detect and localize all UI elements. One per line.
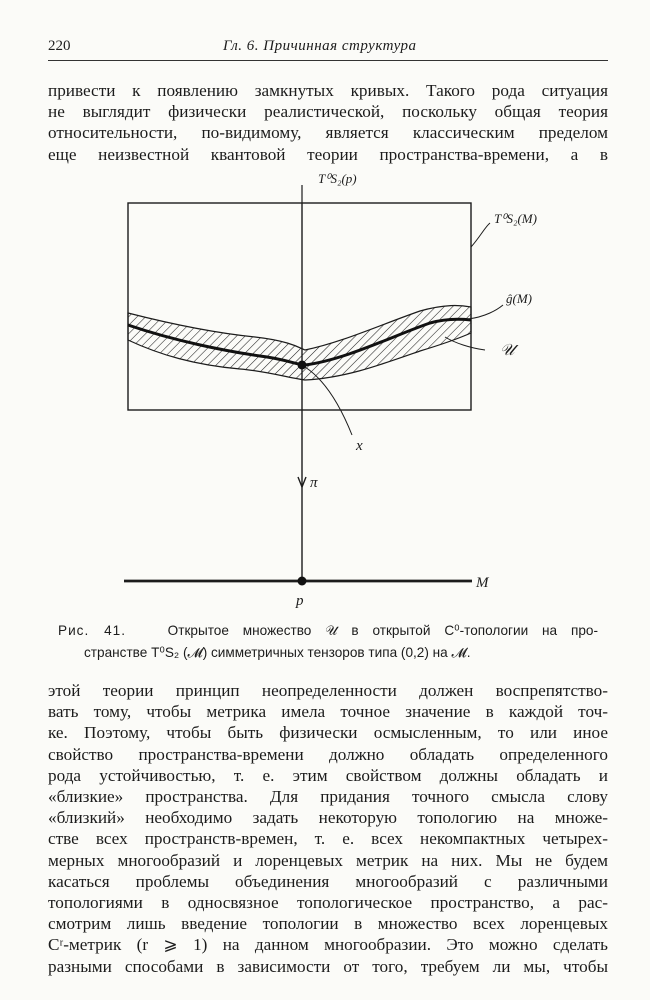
text-line: не выглядит физически реалистической, поскольку общая теория (48, 102, 608, 122)
text-line: смотрим лишь введение топологии в множество всех лоренцевых (48, 914, 608, 934)
point-p (298, 577, 307, 586)
running-title: Гл. 6. Причинная структура (223, 38, 417, 54)
label-open-set: 𝒰 (500, 342, 515, 359)
text-line: этой теории принцип неопределенности должен воспрепятство- (48, 681, 608, 700)
label-manifold: M (476, 575, 489, 591)
text-line: привести к появлению замкнутых кривых. Такого рода ситуация (48, 81, 608, 100)
caption-text-1: Открытое множество 𝒰 в открытой C⁰-топологии на про- (167, 623, 598, 638)
label-fibre-at-p: T⁰S₂(p) (318, 171, 357, 186)
leader-g (468, 305, 503, 319)
figure-diagram (0, 165, 650, 610)
text-line: Cʳ-метрик (r ⩾ 1) на данном многообразии. Это можно сделать (48, 935, 608, 955)
page-header (48, 38, 608, 61)
point-x (298, 361, 307, 370)
text-line: стве всех пространств-времен, т. е. всех некомпактных четырех- (48, 829, 608, 849)
text-line: разными способами в зависимости от того, требуем ли мы, чтобы (48, 956, 608, 976)
page-number: 220 (48, 38, 71, 54)
leader-box (471, 223, 490, 247)
text-line: ке. Поэтому, чтобы быть физически осмысленным, то или иное (48, 723, 608, 743)
text-line: рода устойчивостью, т. е. этим свойством должны обладать и (48, 765, 608, 785)
label-metric-section: ĝ(M) (506, 291, 532, 306)
caption-line-1 (58, 620, 598, 642)
text-line: относительности, по-видимому, является классическим пределом (48, 123, 608, 143)
caption-line-2: странстве T⁰S₂ (𝓜) симметричных тензоров типа (0,2) на 𝓜. (84, 645, 471, 660)
figure-caption (58, 620, 598, 664)
label-point-x: x (356, 438, 363, 454)
text-line: топологиями в односвязное топологическое пространство, а рас- (48, 893, 608, 913)
figure-41 (0, 165, 650, 610)
paragraph-top (48, 80, 608, 165)
text-line: мерных многообразий и лоренцевых метрик на них. Мы не будем (48, 850, 608, 870)
caption-label: Рис. 41. (58, 623, 127, 638)
label-projection: π (310, 475, 318, 491)
text-line: свойство пространства-времени должно обладать определенного (48, 744, 608, 764)
text-line: еще неизвестной квантовой теории пространства-времени, а в (48, 144, 608, 164)
text-line: «близкие» пространства. Для придания точного смысла слову (48, 787, 608, 807)
label-point-p: p (296, 593, 304, 609)
label-tensor-bundle: T⁰S₂(M) (494, 211, 537, 226)
text-line: «близкий» необходимо задать некоторую топологию на множе- (48, 808, 608, 828)
paragraph-bottom (48, 680, 608, 977)
open-set-band (128, 306, 471, 380)
text-line: касаться проблемы объединения многообразий с различными (48, 871, 608, 891)
text-line: вать тому, чтобы метрика имела точное значение в каждой точ- (48, 702, 608, 722)
